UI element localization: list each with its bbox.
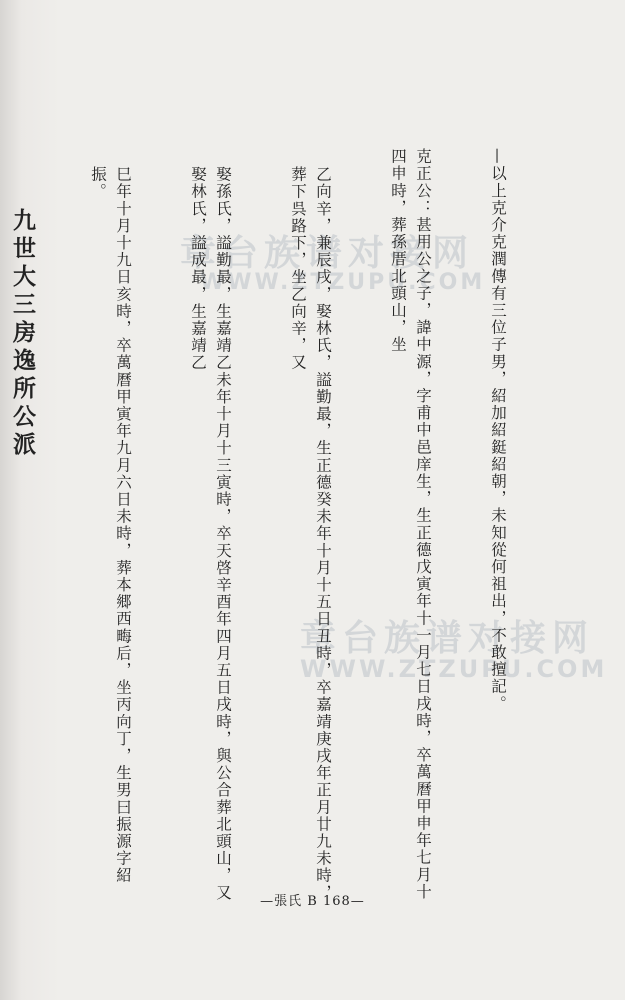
genealogy-text-body (9, 148, 560, 903)
watermark-text: 章台族谱对接网 (300, 618, 595, 659)
watermark-url: WWW.ZTZUPU.COM (200, 270, 486, 295)
text-column: 娶孫氏，謚勤最，生嘉靖乙未年十月十三寅時，卒天啓辛酉年四月五日戌時，與公合葬北頭山，又娶林氏，謚成最，生嘉靖乙 (189, 166, 232, 902)
page-number: —張氏 B 168— (260, 894, 365, 909)
text-column: 乙向辛，兼辰戌，娶林氏，謚勤最，生正德癸未年十月十五日丑時，卒嘉靖庚戌年正月廿九未時，葬下呉路下，坐乙向辛，又 (289, 166, 332, 902)
text-column: 巳年十月十九日亥時，卒萬曆甲寅年九月六日未時，葬本郷西畮后，坐丙向丁，生男曰振源字紹振。 (89, 166, 132, 885)
section-heading: 九世大三房逸所公派 (9, 208, 36, 460)
watermark-text: 章台族谱对接网 (180, 233, 475, 274)
text-column: 克正公：甚用公之子，諱中源，字甫中邑庠生，生正德戊寅年十一月七日戌時，卒萬曆甲申年七月十四申時，葬孫厝北頭山，坐 (389, 148, 432, 901)
text-column: —以上克介克潤傳有三位子男，紹加紹鋌紹朝，未知從何祖出，不敢擅記。 (489, 148, 507, 713)
watermark-url: WWW.ZTZUPU.COM (300, 655, 608, 683)
